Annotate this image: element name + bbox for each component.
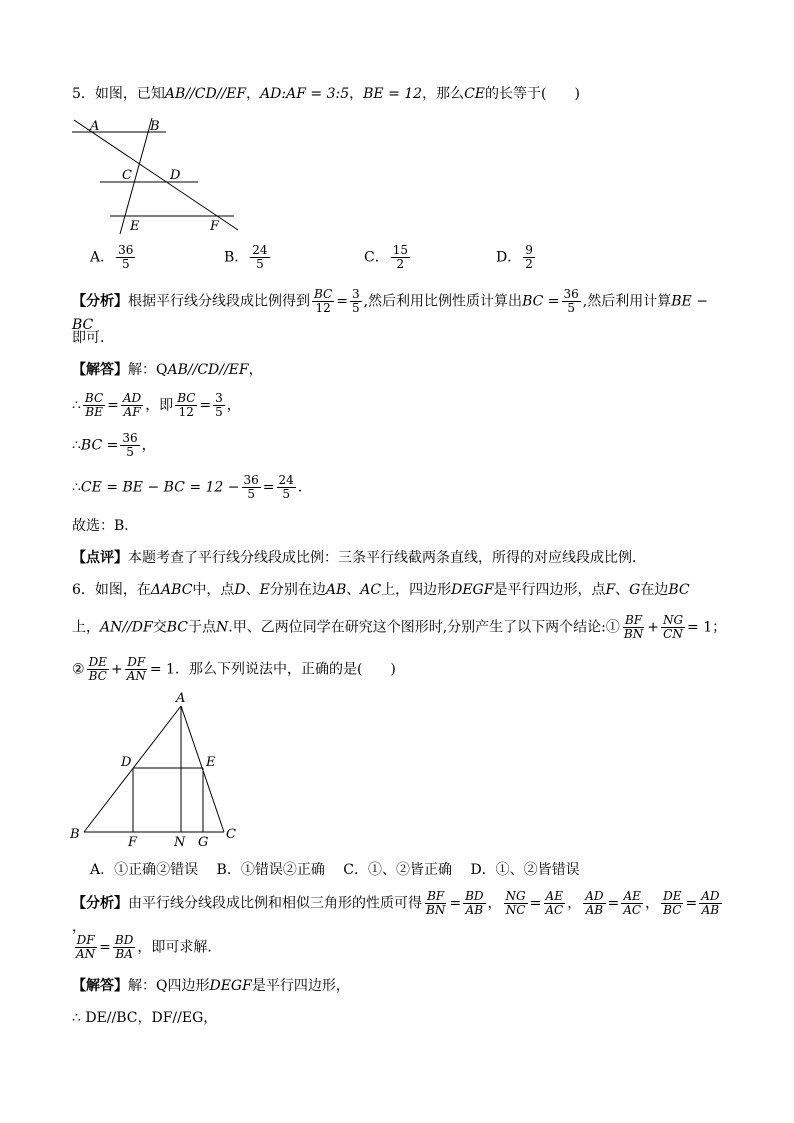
q5-stem: 5．如图，已知AB//CD//EF，AD:AF = 3:5，BE = 12，那么CE的长等于( ) [72,86,580,102]
q6-solution: 【解答】解：Q四边形DEGF是平行四边形， [72,978,350,994]
label-n: N [174,835,186,848]
label-c: C [226,827,236,842]
label-d: D [121,755,132,770]
q5-option-d[interactable]: D． $\frac{9}{2}$ [496,243,533,271]
label-a: A [90,119,100,134]
q5-analysis-end: 即可． [72,330,114,346]
q5-options [72,244,732,280]
label-d: D [170,168,181,183]
q5-number: 5． [72,86,95,102]
comment-tag: 【点评】 [72,550,128,566]
q6-options[interactable]: A．①正确②错误 B．①错误②正确 C．①、②皆正确 D．①、②皆错误 [90,862,580,878]
q6-figure [66,688,256,848]
label-a: A [176,691,186,706]
q6-step1: ∴ DE//BC，DF//EG， [72,1010,218,1026]
q5-choice: 故选：B． [72,518,139,534]
analysis-tag: 【分析】 [72,895,128,912]
q5-option-a[interactable]: A． $\frac{36}{5}$ [90,243,134,271]
q5-analysis: 【分析】根据平行线分线段成比例得到 $\frac{BC}{12}$ = $\frac{3}{5}$ ,然后利用比例性质计算出BC = $\frac{36}{5}$ ,然后利用计算BE − BC [72,287,708,333]
label-c: C [122,168,132,183]
label-f: F [128,835,138,848]
q5-step2: ∴BC = $\frac{36}{5}$ ， [72,431,156,459]
q5-figure [66,112,246,237]
q6-analysis: 【分析】由平行线分线段成比例和相似三角形的性质可得 $\frac{BF}{BN}$ = $\frac{BD}{AB}$ ， $\frac{NG}{NC}$ = $\frac{AE}{AC}$ ， $\frac{AD}{AB}$ = $\frac{AE}{AC}$ ， $\frac{DE}{BC}$ = $\frac{AD}{AB}$ ， [72,889,720,935]
q5-solution: 【解答】解：QAB//CD//EF， [72,362,263,378]
q6-line2: 上，AN//DF交BC于点N.甲、乙两位同学在研究这个图形时,分别产生了以下两个结论:① $\frac{BF}{BN}$ + $\frac{NG}{CN}$ = 1； [72,613,727,641]
q6-analysis-line2: $\frac{DF}{AN}$ = $\frac{BD}{BA}$ ，即可求解． [76,933,222,961]
q5-comment: 【点评】本题考查了平行线分线段成比例：三条平行线截两条直线，所得的对应线段成比例． [72,550,646,566]
q5-option-b[interactable]: B． $\frac{24}{5}$ [224,243,268,271]
q5-step1: ∴ $\frac{BC}{BE}$ = $\frac{AD}{AF}$ ，即 $\frac{BC}{12}$ = $\frac{3}{5}$ ， [72,391,241,419]
q5-step3: ∴CE = BE − BC = 12 − $\frac{36}{5}$ = $\frac{24}{5}$ ． [72,473,312,501]
q6-line1: 6．如图，在ΔABC中，点D、E分别在边AB、AC上，四边形DEGF是平行四边形，点F、G在边BC [72,582,690,598]
solution-tag: 【解答】 [72,978,128,994]
label-g: G [198,835,209,848]
q5-option-c[interactable]: C． $\frac{15}{2}$ [364,243,408,271]
label-e: E [130,219,140,234]
transversal-af [74,120,238,230]
label-b: B [150,119,160,134]
analysis-tag: 【分析】 [72,293,128,310]
solution-tag: 【解答】 [72,362,128,378]
label-b: B [70,827,80,842]
label-f: F [210,219,220,234]
q6-line3: ② $\frac{DE}{BC}$ + $\frac{DF}{AN}$ = 1．那么下列说法中，正确的是( ) [72,655,396,683]
label-e: E [206,755,216,770]
